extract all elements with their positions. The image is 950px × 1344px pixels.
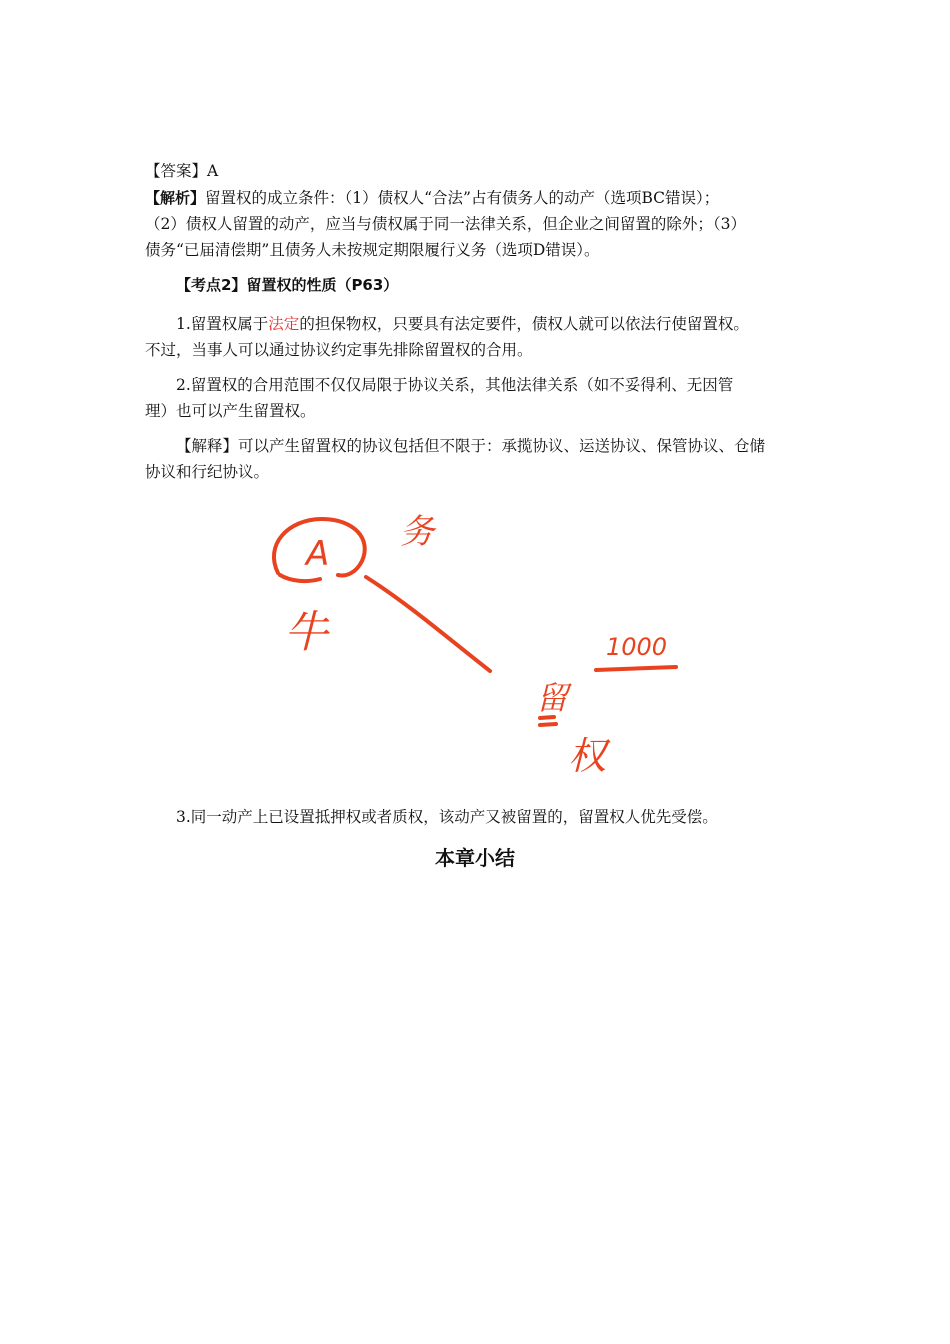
- point-1-text-b: 的担保物权，只要具有法定要件，债权人就可以依法行使留置权。: [299, 315, 749, 333]
- answer-value: A: [207, 162, 219, 180]
- answer-line: [145, 158, 815, 185]
- point-1-text-a: 1.留置权属于: [176, 315, 269, 333]
- point-2-line-1: 2.留置权的合用范围不仅仅局限于协议关系，其他法律关系（如不妥得利、无因管: [176, 376, 734, 394]
- sketch-char-quan: 权: [568, 734, 607, 778]
- section-heading: 【考点2】留置权的性质（P63）: [176, 276, 399, 294]
- sketch-char-liu: 留: [536, 679, 569, 717]
- note-line-1: 【解释】可以产生留置权的协议包括但不限于：承揽协议、运送协议、保管协议、仓储: [176, 437, 766, 455]
- handwritten-sketch: [250, 495, 700, 795]
- point-1-highlight: 法定: [268, 315, 300, 333]
- chapter-summary-heading: 本章小结: [435, 846, 515, 870]
- sketch-char-niu: 牛: [284, 607, 328, 658]
- point-1-line-1: [176, 311, 846, 338]
- note-line-2: 协议和行纪协议。: [145, 463, 270, 481]
- answer-label: 【答案】: [145, 162, 208, 180]
- sketch-char-wu: 务: [400, 512, 434, 552]
- analysis-text-1: 留置权的成立条件：（1）债权人“合法”占有债务人的动产（选项BC错误）；: [205, 189, 720, 207]
- analysis-line-2: （2）债权人留置的动产，应当与债权属于同一法律关系，但企业之间留置的除外；（3）: [145, 215, 746, 233]
- analysis-label: 【解析】: [145, 189, 206, 207]
- point-2-line-2: 理）也可以产生留置权。: [145, 402, 316, 420]
- analysis-line-3: 债务“已届清偿期”且债务人未按规定期限履行义务（选项D错误）。: [145, 241, 600, 259]
- point-1-line-2: 不过，当事人可以通过协议约定事先排除留置权的合用。: [145, 341, 533, 359]
- point-3: 3.同一动产上已设置抵押权或者质权，该动产又被留置的，留置权人优先受偿。: [176, 808, 718, 826]
- analysis-line-1: [145, 185, 815, 212]
- sketch-letter-a: A: [306, 534, 330, 574]
- sketch-amount: 1000: [606, 633, 668, 661]
